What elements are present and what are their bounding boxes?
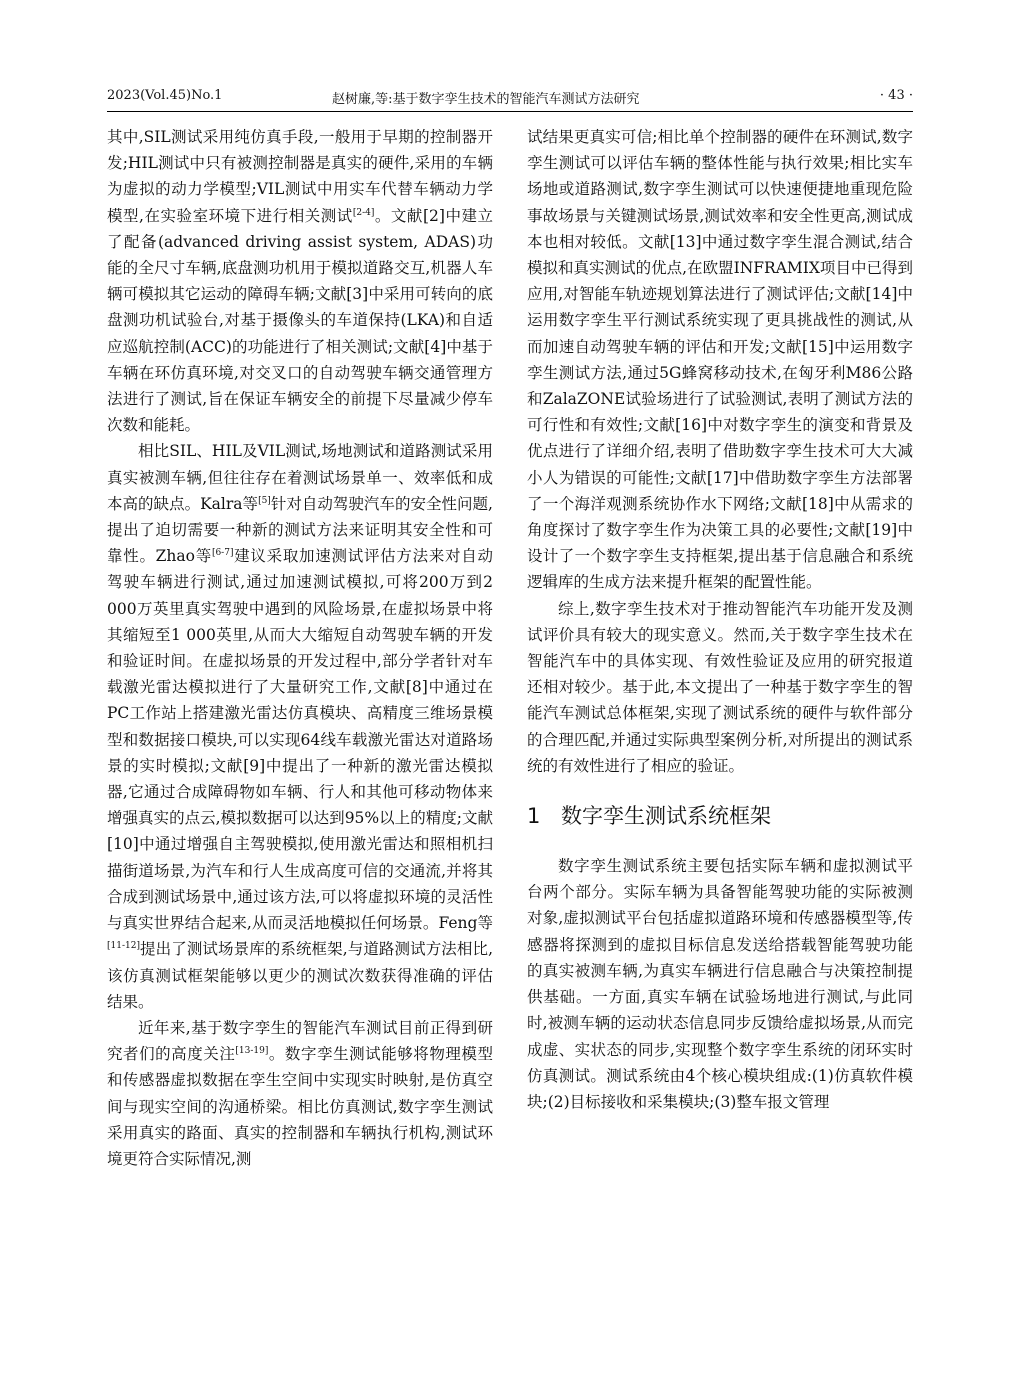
text-run: 近年来,基于数字孪生的智能汽车测试目前正得到研究者们的高度关注: [107, 1018, 493, 1064]
paragraph: 数字孪生测试系统主要包括实际车辆和虚拟测试平台两个部分。实际车辆为具备智能驾驶功能的实际被测对象,虚拟测试平台包括虚拟道路环境和传感器模型等,传感器将探测到的虚拟目标信息发送给搭载智能驾驶功能的真实被测车辆,为真实车辆进行信息融合与决策控制提供基础。一方面,真实车辆在试验场地进行测试,与此同时,被测车辆的运动状态信息同步反馈给虚拟场景,从而完成虚、实状态的同步,实现整个数字孪生系统的闭环实时仿真测试。测试系统由4个核心模块组成:(1)仿真软件模块;(2)目标接收和采集模块;(3)整车报文管理: [527, 857, 913, 1111]
text-run: 相比SIL、HIL及VIL测试,场地测试和道路测试采用真实被测车辆,但往往存在着测试场景单一、效率低和成本高的缺点。Kalra等: [107, 442, 493, 513]
text-run: 其中,SIL测试采用纯仿真手段,一般用于早期的控制器开发;HIL测试中只有被测控制器是真实的硬件,采用的车辆为虚拟的动力学模型;VIL测试中用实车代替车辆动力学模型,在实验室环境下进行相关测试: [107, 128, 493, 225]
text-run: 提出了测试场景库的系统框架,与道路测试方法相比,该仿真测试框架能够以更少的测试次数获得准确的评估结果。: [107, 940, 493, 1011]
citation: [6-7]: [211, 548, 234, 559]
section-number: 1: [527, 804, 541, 829]
section-title: 数字孪生测试系统框架: [561, 804, 771, 829]
citation: [5]: [258, 495, 271, 506]
citation: [11-12]: [107, 941, 140, 952]
running-title: 赵树廉,等:基于数字孪生技术的智能汽车测试方法研究: [332, 92, 640, 107]
running-header: [107, 86, 913, 108]
paragraph: 综上,数字孪生技术对于推动智能汽车功能开发及测试评价具有较大的现实意义。然而,关于数字孪生技术在智能汽车中的具体实现、有效性验证及应用的研究报道还相对较少。基于此,本文提出了一种基于数字孪生的智能汽车测试总体框架,实现了测试系统的硬件与软件部分的合理匹配,并通过实际典型案例分析,对所提出的测试系统的有效性进行了相应的验证。: [527, 599, 913, 775]
citation: [2-4]: [352, 207, 375, 218]
journal-issue: 2023(Vol.45)No.1: [107, 88, 223, 103]
paragraph: [107, 438, 493, 1014]
text-run: 针对自动驾驶汽车的安全性问题,提出了迫切需要一种新的测试方法来证明其安全性和可靠性。Zhao等: [107, 494, 493, 566]
page-number: · 43 ·: [879, 88, 913, 103]
text-run: 建议采取加速测试评估方法来对自动驾驶车辆进行测试,通过加速测试模拟,可将200万到2 000万英里真实驾驶中遇到的风险场景,在虚拟场景中将其缩短至1 000英里,从而大大缩短自动驾驶车辆的开发和验证时间。在虚拟场景的开发过程中,部分学者针对车载激光雷达模拟进行了大量研究工作,文献[8]中通过在PC工作站上搭建激光雷达仿真模块、高精度三维场景模型和数据接口模块,可以实现64线车载激光雷达对道路场景的实时模拟;文献[9]中提出了一种新的激光雷达模拟器,它通过合成障碍物如车辆、行人和其他可移动物体来增强真实的点云,模拟数据可以达到95%以上的精度;文献[10]中通过增强自主驾驶模拟,使用激光雷达和照相机扫描街道场景,为汽车和行人生成高度可信的交通流,并将其合成到测试场景中,通过该方法,可以将虚拟环境的灵活性与真实世界结合起来,从而灵活地模拟任何场景。Feng等: [107, 547, 493, 933]
header-rule: [107, 111, 913, 112]
paragraph: [107, 1015, 493, 1172]
paragraph: [107, 124, 493, 438]
left-column: [107, 124, 493, 1172]
section-heading: [527, 801, 913, 831]
text-run: 。数字孪生测试能够将物理模型和传感器虚拟数据在孪生空间中实现实时映射,是仿真空间与现实空间的沟通桥梁。相比仿真测试,数字孪生测试采用真实的路面、真实的控制器和车辆执行机构,测试环境更符合实际情况,测: [107, 1045, 493, 1168]
citation: [13-19]: [235, 1045, 269, 1056]
right-column: [527, 124, 913, 1115]
text-run: 。文献[2]中建立了配备(advanced driving assist system, ADAS)功能的全尺寸车辆,底盘测功机用于模拟道路交互,机器人车辆可模拟其它运动的障碍车辆;文献[3]中采用可转向的底盘测功机试验台,对基于摄像头的车道保持(LKA)和自适应巡航控制(ACC)的功能进行了相关测试;文献[4]中基于车辆在环仿真环境,对交叉口的自动驾驶车辆交通管理方法进行了测试,旨在保证车辆安全的前提下尽量减少停车次数和能耗。: [107, 206, 493, 435]
paragraph: 试结果更真实可信;相比单个控制器的硬件在环测试,数字孪生测试可以评估车辆的整体性能与执行效果;相比实车场地或道路测试,数字孪生测试可以快速便捷地重现危险事故场景与关键测试场景,测试效率和安全性更高,测试成本也相对较低。文献[13]中通过数字孪生混合测试,结合模拟和真实测试的优点,在欧盟INFRAMIX项目中已得到应用,对智能车轨迹规划算法进行了测试评估;文献[14]中运用数字孪生平行测试系统实现了更具挑战性的测试,从而加速自动驾驶车辆的评估和开发;文献[15]中运用数字孪生测试方法,通过5G蜂窝移动技术,在匈牙利M86公路和ZalaZONE试验场进行了试验测试,表明了测试方法的可行性和有效性;文献[16]中对数字孪生的演变和背景及优点进行了详细介绍,表明了借助数字孪生技术可大大减小人为错误的可能性;文献[17]中借助数字孪生方法部署了一个海洋观测系统协作水下网络;文献[18]中从需求的角度探讨了数字孪生作为决策工具的必要性;文献[19]中设计了一个数字孪生支持框架,提出基于信息融合和系统逻辑库的生成方法来提升框架的配置性能。: [527, 128, 913, 592]
